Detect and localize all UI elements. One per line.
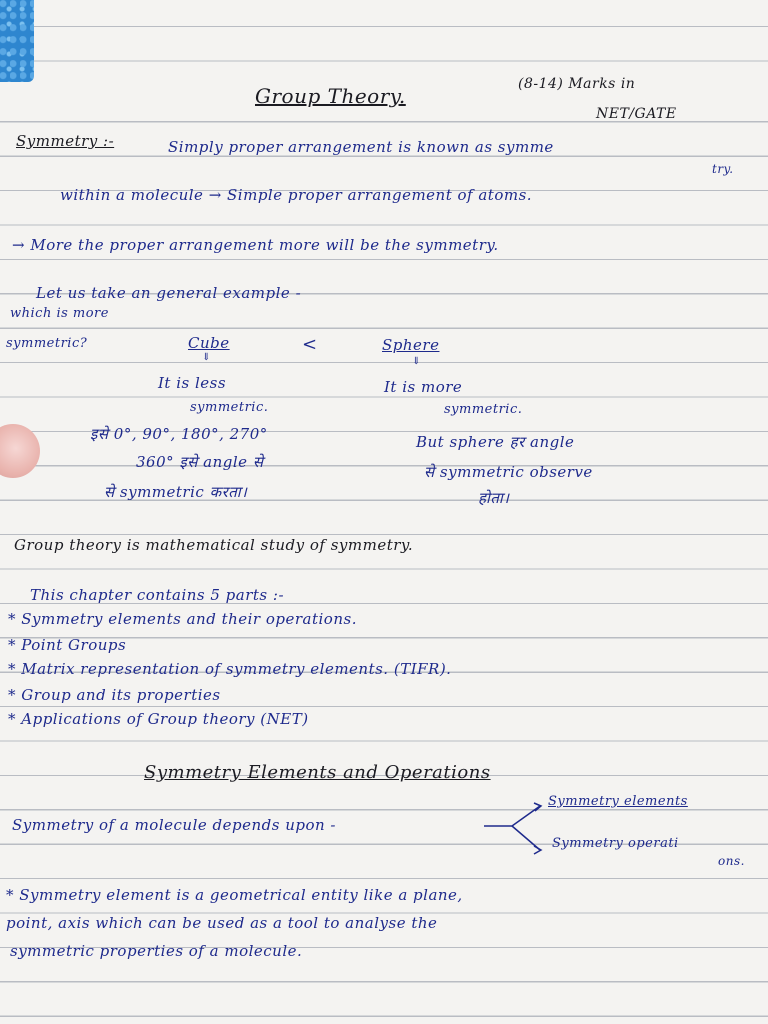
symmetry-definition-3: → More the proper arrangement more will be the symmetry. bbox=[12, 236, 499, 254]
example-question-2: symmetric? bbox=[6, 336, 88, 351]
sphere-angles: But sphere हर angle bbox=[416, 433, 575, 451]
symmetry-definition-2: within a molecule → Simple proper arrangement of atoms. bbox=[60, 186, 533, 204]
symmetry-definition-end: try. bbox=[712, 162, 734, 176]
element-definition-3: symmetric properties of a molecule. bbox=[10, 942, 303, 960]
sphere-note: It is more bbox=[384, 378, 463, 396]
element-definition: * Symmetry element is a geometrical entity like a plane, bbox=[6, 886, 463, 904]
group-theory-definition: Group theory is mathematical study of symmetry. bbox=[14, 536, 414, 554]
marks-exam: NET/GATE bbox=[596, 106, 677, 122]
cube-angles: इसे 0°, 90°, 180°, 270° bbox=[90, 425, 268, 443]
part-item: * Symmetry elements and their operations. bbox=[8, 610, 357, 628]
element-definition-2: point, axis which can be used as a tool to analyse the bbox=[6, 914, 438, 932]
sphere-note-2: symmetric. bbox=[444, 402, 523, 417]
part-item: * Group and its properties bbox=[8, 686, 221, 704]
example-line: Let us take an general example - bbox=[36, 284, 302, 302]
symmetry-definition: Simply proper arrangement is known as symme bbox=[168, 138, 554, 156]
branch-operations-end: ons. bbox=[718, 854, 745, 868]
part-item: * Matrix representation of symmetry elements. (TIFR). bbox=[8, 660, 452, 678]
cube-angles-2: 360° इसे angle से bbox=[136, 453, 264, 471]
cube-angles-3: से symmetric करता। bbox=[104, 483, 248, 501]
thumb bbox=[0, 424, 40, 478]
sphere-angles-2: से symmetric observe bbox=[424, 463, 593, 481]
cube-arrow-icon: ⇓ bbox=[202, 352, 211, 363]
branch-arrows bbox=[482, 800, 546, 856]
cube-note: It is less bbox=[158, 374, 227, 392]
branch-elements: Symmetry elements bbox=[548, 794, 688, 809]
example-question: which is more bbox=[10, 306, 109, 321]
part-item: * Point Groups bbox=[8, 636, 127, 654]
notebook-binding bbox=[0, 0, 34, 82]
branch-operations: Symmetry operati bbox=[552, 836, 679, 851]
sphere-angles-3: होता। bbox=[478, 489, 510, 507]
cube-label: Cube bbox=[188, 334, 230, 352]
page-title: Group Theory. bbox=[255, 84, 406, 108]
section-heading: Symmetry Elements and Operations bbox=[144, 762, 491, 783]
less-than: < bbox=[302, 334, 318, 355]
part-item: * Applications of Group theory (NET) bbox=[8, 710, 309, 728]
sphere-label: Sphere bbox=[382, 336, 440, 354]
marks-note: (8-14) Marks in bbox=[518, 76, 636, 92]
symmetry-label: Symmetry :- bbox=[16, 132, 115, 150]
sphere-arrow-icon: ⇓ bbox=[412, 356, 421, 367]
depends-line: Symmetry of a molecule depends upon - bbox=[12, 816, 336, 834]
cube-note-2: symmetric. bbox=[190, 400, 269, 415]
chapter-intro: This chapter contains 5 parts :- bbox=[30, 586, 285, 604]
